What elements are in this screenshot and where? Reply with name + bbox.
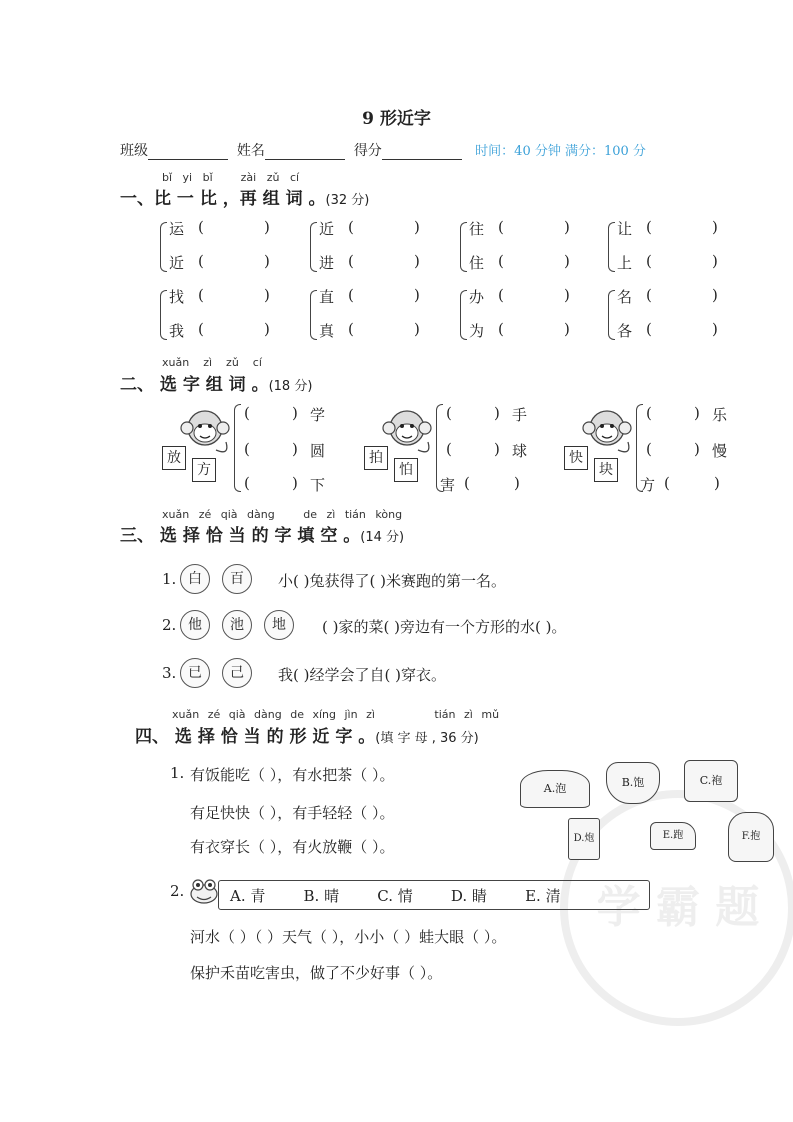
pinyin: qià: [220, 508, 238, 521]
compare-char: 我: [169, 322, 185, 340]
answer-paren-left: (: [646, 440, 652, 458]
s2-heading-text: 二、 选 字 组 词 。: [120, 375, 269, 395]
answer-paren-left: (: [348, 320, 354, 338]
compare-char: 找: [169, 288, 185, 306]
option: E. 清: [525, 887, 561, 905]
answer-paren-right: ): [694, 404, 700, 422]
answer-blank[interactable]: [210, 252, 264, 270]
compare-char: 运: [169, 220, 185, 238]
info-line: [120, 140, 646, 160]
answer-blank[interactable]: [658, 218, 712, 236]
firecracker-picture: [568, 818, 600, 860]
answer-paren-right: ): [712, 320, 718, 338]
answer-paren-left: (: [498, 252, 504, 270]
pinyin: kòng: [375, 508, 403, 521]
s4-q1-line: 有衣穿长（ ），有火放鞭（ ）。: [190, 838, 395, 856]
answer-paren-right: ): [414, 252, 420, 270]
sentence: ( )家的菜( )旁边有一个方形的水( )。: [322, 618, 567, 636]
char-box: 快: [564, 446, 588, 470]
s1-pinyin: [162, 171, 299, 184]
item-number: 2.: [162, 616, 177, 634]
pic-label: D.炮: [573, 833, 595, 844]
answer-paren-left: (: [646, 218, 652, 236]
answer-paren-left: (: [198, 252, 204, 270]
char-box: 方: [192, 458, 216, 482]
answer-paren-left: (: [498, 320, 504, 338]
answer-paren-right: ): [292, 440, 298, 458]
snail-char: 己: [222, 658, 252, 688]
pinyin: dàng: [254, 708, 282, 721]
s4-heading-text: 四、 选 择 恰 当 的 形 近 字 。: [135, 727, 376, 747]
pinyin: zài: [240, 171, 257, 184]
answer-paren-right: ): [414, 320, 420, 338]
word-char: 圆: [310, 442, 326, 460]
answer-paren-left: (: [446, 440, 452, 458]
pinyin: zì: [326, 508, 336, 521]
s3-pinyin: [162, 508, 402, 521]
answer-paren-left: (: [198, 218, 204, 236]
answer-paren-right: ): [564, 218, 570, 236]
answer-paren-left: (: [446, 404, 452, 422]
s2-heading: [120, 370, 312, 395]
answer-paren-right: ): [494, 404, 500, 422]
pinyin: zé: [207, 708, 221, 721]
sentence: 小( )兔获得了( )米赛跑的第一名。: [278, 572, 506, 590]
answer-blank[interactable]: [510, 218, 564, 236]
s1-heading-text: 一、比 一 比 ，再 组 词 。: [120, 189, 326, 209]
word-char: 乐: [712, 406, 728, 424]
pinyin: mǔ: [481, 708, 500, 721]
answer-paren-right: ): [494, 440, 500, 458]
answer-paren-right: ): [514, 474, 520, 492]
pinyin: zé: [198, 508, 212, 521]
brace: [460, 290, 467, 340]
s4-pinyin: [172, 708, 499, 721]
answer-paren-right: ): [264, 218, 270, 236]
s4-heading: [135, 722, 479, 747]
s4-points: (填 字 母 , 36 分): [375, 731, 479, 746]
pinyin: xuǎn: [162, 508, 190, 521]
s4-q1-line: 有饭能吃（ ），有水把茶（ ）。: [190, 766, 395, 784]
answer-paren-left: (: [348, 252, 354, 270]
option: D. 睛: [450, 887, 487, 905]
pic-label: A.泡: [543, 782, 567, 795]
answer-blank[interactable]: [360, 252, 414, 270]
s4-q2-line: 保护禾苗吃害虫，做了不少好事（ ）。: [190, 964, 443, 982]
compare-char: 真: [319, 322, 335, 340]
pinyin: tián: [434, 708, 456, 721]
score-blank[interactable]: [382, 145, 462, 160]
snail-char: 地: [264, 610, 294, 640]
answer-paren-right: ): [264, 252, 270, 270]
compare-char: 进: [319, 254, 335, 272]
pinyin: zǔ: [226, 356, 239, 369]
answer-blank[interactable]: [360, 218, 414, 236]
compare-char: 直: [319, 288, 335, 306]
s2-points: (18 分): [268, 379, 313, 394]
snail-char: 他: [180, 610, 210, 640]
answer-paren-right: ): [712, 218, 718, 236]
pic-label: E.跑: [662, 830, 684, 841]
answer-paren-left: (: [198, 320, 204, 338]
answer-paren-right: ): [564, 252, 570, 270]
score-label: 得分: [353, 143, 382, 159]
word-prefix: 方: [640, 476, 656, 494]
pinyin: yi: [182, 171, 193, 184]
name-label: 姓名: [236, 143, 265, 159]
answer-paren-left: (: [198, 286, 204, 304]
char-box: 怕: [394, 458, 418, 482]
answer-blank[interactable]: [256, 404, 296, 422]
snail-char: 池: [222, 610, 252, 640]
answer-paren-left: (: [348, 218, 354, 236]
s4-q1-number: 1.: [170, 764, 185, 782]
pic-label: C.袍: [699, 774, 723, 787]
brace: [160, 290, 167, 340]
compare-char: 往: [469, 220, 485, 238]
pinyin: cí: [252, 356, 262, 369]
pinyin: de: [303, 508, 317, 521]
answer-paren-left: (: [646, 286, 652, 304]
s4-q2-number: 2.: [170, 882, 185, 900]
answer-blank[interactable]: [658, 286, 712, 304]
answer-blank[interactable]: [658, 252, 712, 270]
compare-char: 各: [617, 322, 633, 340]
pinyin: bǐ: [202, 171, 213, 184]
char-box: 拍: [364, 446, 388, 470]
options-row: [230, 885, 561, 906]
watermark-seal: 学 霸 题: [560, 790, 793, 1026]
pinyin: cí: [289, 171, 300, 184]
pinyin: dàng: [247, 508, 275, 521]
pic-label: B.饱: [621, 776, 645, 789]
pinyin: de: [290, 708, 304, 721]
answer-blank[interactable]: [210, 218, 264, 236]
item-number: 3.: [162, 664, 177, 682]
answer-blank[interactable]: [510, 286, 564, 304]
brace: [310, 290, 317, 340]
answer-paren-right: ): [694, 440, 700, 458]
word-char: 球: [512, 442, 528, 460]
char-box: 放: [162, 446, 186, 470]
brace: [608, 222, 615, 272]
teapot-picture: [520, 770, 590, 808]
answer-blank[interactable]: [210, 286, 264, 304]
answer-paren-left: (: [464, 474, 470, 492]
char-box: 块: [594, 458, 618, 482]
answer-blank[interactable]: [256, 474, 296, 492]
answer-blank[interactable]: [510, 320, 564, 338]
answer-blank[interactable]: [510, 252, 564, 270]
answer-paren-left: (: [498, 218, 504, 236]
robe-picture: [684, 760, 738, 802]
pinyin: xuǎn: [162, 356, 190, 369]
time-info: 时间：40 分钟 满分：100 分: [475, 144, 646, 159]
compare-char: 名: [617, 288, 633, 306]
brace: [160, 222, 167, 272]
page-title: 9 形近字: [362, 109, 431, 129]
s2-pinyin: [162, 356, 262, 369]
answer-blank[interactable]: [658, 440, 698, 458]
word-char: 慢: [712, 442, 728, 460]
answer-blank[interactable]: [210, 320, 264, 338]
pic-label: F.抱: [741, 831, 761, 842]
answer-paren-left: (: [664, 474, 670, 492]
word-char: 手: [512, 406, 528, 424]
compare-char: 近: [319, 220, 335, 238]
pinyin: zì: [464, 708, 473, 721]
name-blank[interactable]: [265, 145, 345, 160]
brace: [608, 290, 615, 340]
answer-paren-right: ): [292, 474, 298, 492]
answer-paren-right: ): [414, 218, 420, 236]
brace: [234, 404, 241, 492]
pinyin: bǐ: [162, 171, 173, 184]
answer-paren-left: (: [244, 474, 250, 492]
answer-blank[interactable]: [360, 320, 414, 338]
s3-heading-text: 三、 选 择 恰 当 的 字 填 空 。: [120, 526, 361, 546]
answer-paren-right: ): [264, 286, 270, 304]
sentence: 我( )经学会了自( )穿衣。: [278, 666, 446, 684]
class-blank[interactable]: [148, 145, 228, 160]
answer-paren-left: (: [498, 286, 504, 304]
answer-blank[interactable]: [458, 404, 498, 422]
option: B. 晴: [303, 887, 340, 905]
compare-char: 住: [469, 254, 485, 272]
shoe-picture: [650, 822, 696, 850]
hand-picture: [728, 812, 774, 862]
answer-blank[interactable]: [476, 474, 512, 492]
answer-paren-right: ): [292, 404, 298, 422]
compare-char: 让: [617, 220, 633, 238]
word-prefix: 害: [440, 476, 456, 494]
pinyin: zì: [203, 356, 213, 369]
pinyin: zǔ: [266, 171, 280, 184]
snail-char: 已: [180, 658, 210, 688]
answer-paren-right: ): [714, 474, 720, 492]
answer-paren-right: ): [712, 286, 718, 304]
rice-bowl-picture: [606, 762, 660, 804]
s1-points: (32 分): [325, 193, 370, 208]
answer-paren-left: (: [348, 286, 354, 304]
answer-paren-left: (: [646, 404, 652, 422]
answer-paren-right: ): [564, 286, 570, 304]
answer-blank[interactable]: [658, 320, 712, 338]
answer-paren-right: ): [264, 320, 270, 338]
brace: [460, 222, 467, 272]
compare-char: 为: [469, 322, 485, 340]
option: C. 情: [377, 887, 413, 905]
answer-paren-left: (: [244, 440, 250, 458]
answer-blank[interactable]: [676, 474, 712, 492]
answer-blank[interactable]: [256, 440, 296, 458]
s4-q1-line: 有足快快（ ），有手轻轻（ ）。: [190, 804, 395, 822]
item-number: 1.: [162, 570, 177, 588]
compare-char: 办: [469, 288, 485, 306]
compare-char: 近: [169, 254, 185, 272]
frog-icon: [188, 876, 220, 906]
option: A. 青: [230, 887, 266, 905]
answer-paren-left: (: [646, 320, 652, 338]
brace: [310, 222, 317, 272]
snail-char: 白: [180, 564, 210, 594]
s3-points: (14 分): [360, 530, 405, 545]
compare-char: 上: [617, 254, 633, 272]
word-char: 下: [310, 476, 326, 494]
answer-blank[interactable]: [458, 440, 498, 458]
answer-paren-left: (: [646, 252, 652, 270]
answer-paren-right: ): [564, 320, 570, 338]
answer-paren-left: (: [244, 404, 250, 422]
pinyin: tián: [344, 508, 366, 521]
answer-paren-right: ): [712, 252, 718, 270]
pinyin: qià: [228, 708, 246, 721]
pinyin: jìn: [344, 708, 358, 721]
answer-blank[interactable]: [658, 404, 698, 422]
pinyin: zì: [366, 708, 375, 721]
pinyin: xuǎn: [172, 708, 200, 721]
word-char: 学: [310, 406, 326, 424]
answer-blank[interactable]: [360, 286, 414, 304]
s3-heading: [120, 521, 404, 546]
snail-char: 百: [222, 564, 252, 594]
answer-paren-right: ): [414, 286, 420, 304]
pinyin: xíng: [312, 708, 336, 721]
class-label: 班级: [120, 143, 148, 159]
s1-heading: [120, 184, 369, 209]
s4-q2-line: 河水（ ）（ ）天气（ ），小小（ ）蛙大眼（ ）。: [190, 928, 507, 946]
